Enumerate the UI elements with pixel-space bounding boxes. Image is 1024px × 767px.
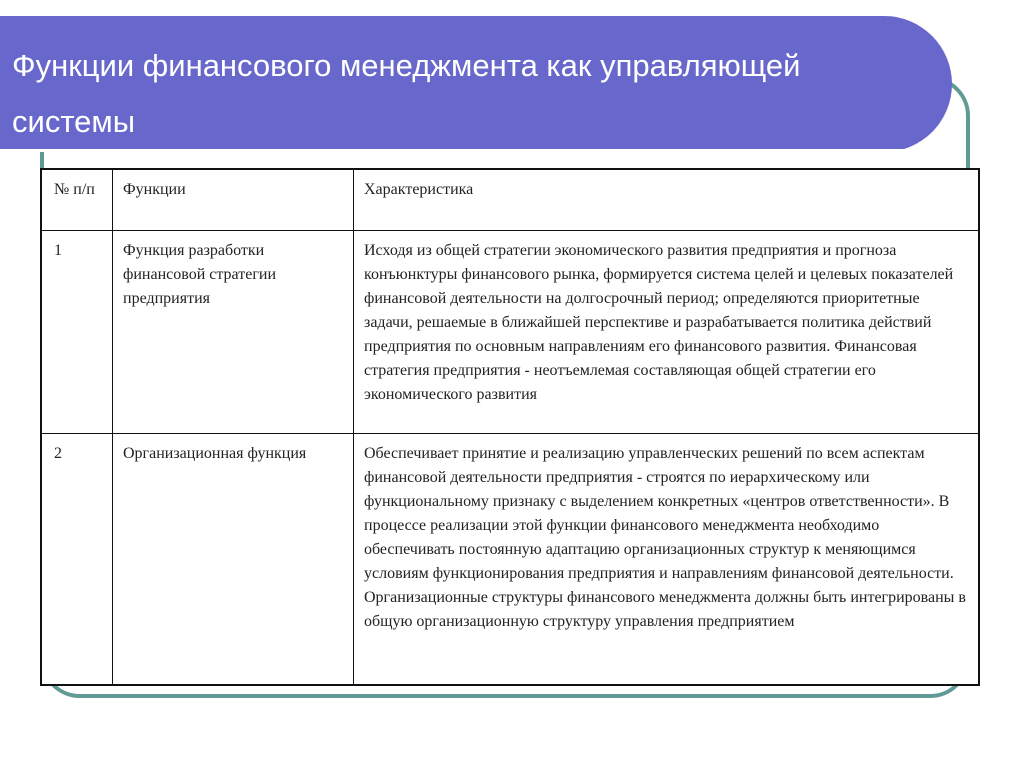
row-characteristic: Исходя из общей стратегии экономического развития предприятия и прогноза конъюнктуры финансового рынка, формируется система целей и целевых показателей финансовой деятельности на долгосрочный период; определяются приоритетные задачи, решаемые в ближайшей перспективе и разрабатывается политика действий предприятия по основным направлениям его финансового развития. Финансовая стратегия предприятия - неотъемлемая составляющая общей стратегии его экономического развития — [354, 231, 980, 434]
table-row — [41, 231, 979, 434]
header-number: № п/п — [41, 169, 113, 231]
slide-title: Функции финансового менеджмента как управляющей системы — [12, 48, 801, 139]
header-characteristic: Характеристика — [354, 169, 980, 231]
header-functions: Функции — [113, 169, 354, 231]
row-function: Организационная функция — [113, 434, 354, 686]
functions-table — [40, 168, 980, 686]
row-function: Функция разработки финансовой стратегии предприятия — [113, 231, 354, 434]
row-characteristic: Обеспечивает принятие и реализацию управленческих решений по всем аспектам финансовой деятельности предприятия - строятся по иерархическому или функциональному признаку с выделением конкретных «центров ответственности». В процессе реализации этой функции финансового менеджмента необходимо обеспечивать постоянную адаптацию организационных структур к меняющимся условиям функционирования предприятия и направлениям финансовой деятельности. Организационные структуры финансового менеджмента должны быть интегрированы в общую организационную структуру управления предприятием — [354, 434, 980, 686]
title-underline — [0, 149, 908, 152]
row-number: 1 — [41, 231, 113, 434]
title-bar — [0, 16, 952, 152]
table-row — [41, 434, 979, 686]
row-number: 2 — [41, 434, 113, 686]
table-header-row — [41, 169, 979, 231]
